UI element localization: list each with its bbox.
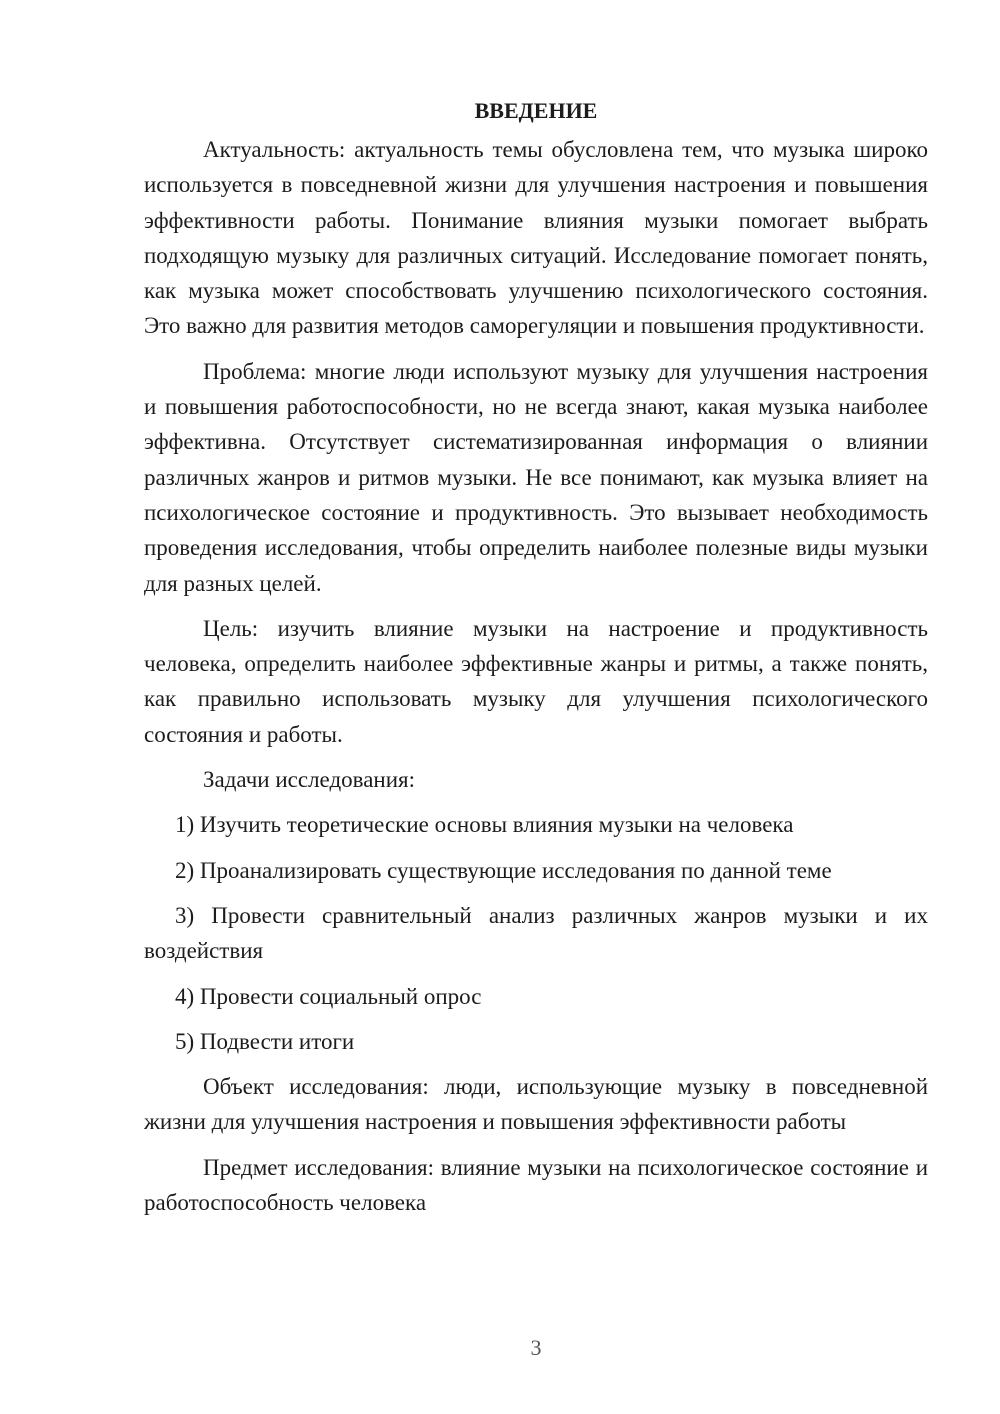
section-heading: ВВЕДЕНИЕ	[474, 98, 598, 123]
list-item: 5) Подвести итоги	[175, 1028, 355, 1054]
tasks-title: Задачи исследования:	[203, 767, 416, 793]
list-item: 3) Провести сравнительный анализ различных жанров музыки и их воздействия	[144, 902, 928, 964]
goal-paragraph: Цель: изучить влияние музыки на настроение и продуктивность человека, определить наиболее эффективные жанры и ритмы, а также понять, как правильно использовать музыку для улучшения психологического состояния и работы.	[144, 615, 928, 747]
page-number: 3	[530, 1335, 542, 1360]
problem-paragraph: Проблема: многие люди используют музыку для улучшения настроения и повышения работоспособности, но не всегда знают, какая музыка наиболее эффективна. Отсутствует систематизированная информация о влиянии различных жанров и ритмов музыки. Не все понимают, как музыка влияет на психологическое состояние и продуктивность. Это вызывает необходимость проведения исследования, чтобы определить наиболее полезные виды музыки для разных целей.	[144, 358, 928, 596]
subject-paragraph: Предмет исследования: влияние музыки на психологическое состояние и работоспособность человека	[144, 1154, 928, 1216]
relevance-paragraph: Актуальность: актуальность темы обусловлена тем, что музыка широко используется в повседневной жизни для улучшения настроения и повышения эффективности работы. Понимание влияния музыки помогает выбрать подходящую музыку для различных ситуаций. Исследование помогает понять, как музыка может способствовать улучшению психологического состояния. Это важно для развития методов саморегуляции и повышения продуктивности.	[144, 137, 928, 339]
object-paragraph: Объект исследования: люди, использующие музыку в повседневной жизни для улучшения настроения и повышения эффективности работы	[144, 1074, 928, 1135]
list-item: 1) Изучить теоретические основы влияния музыки на человека	[175, 812, 794, 838]
list-item: 4) Провести социальный опрос	[175, 983, 482, 1009]
tasks-list	[144, 807, 928, 1059]
list-item: 2) Проанализировать существующие исследования по данной теме	[175, 857, 832, 883]
page-content	[144, 96, 928, 1230]
